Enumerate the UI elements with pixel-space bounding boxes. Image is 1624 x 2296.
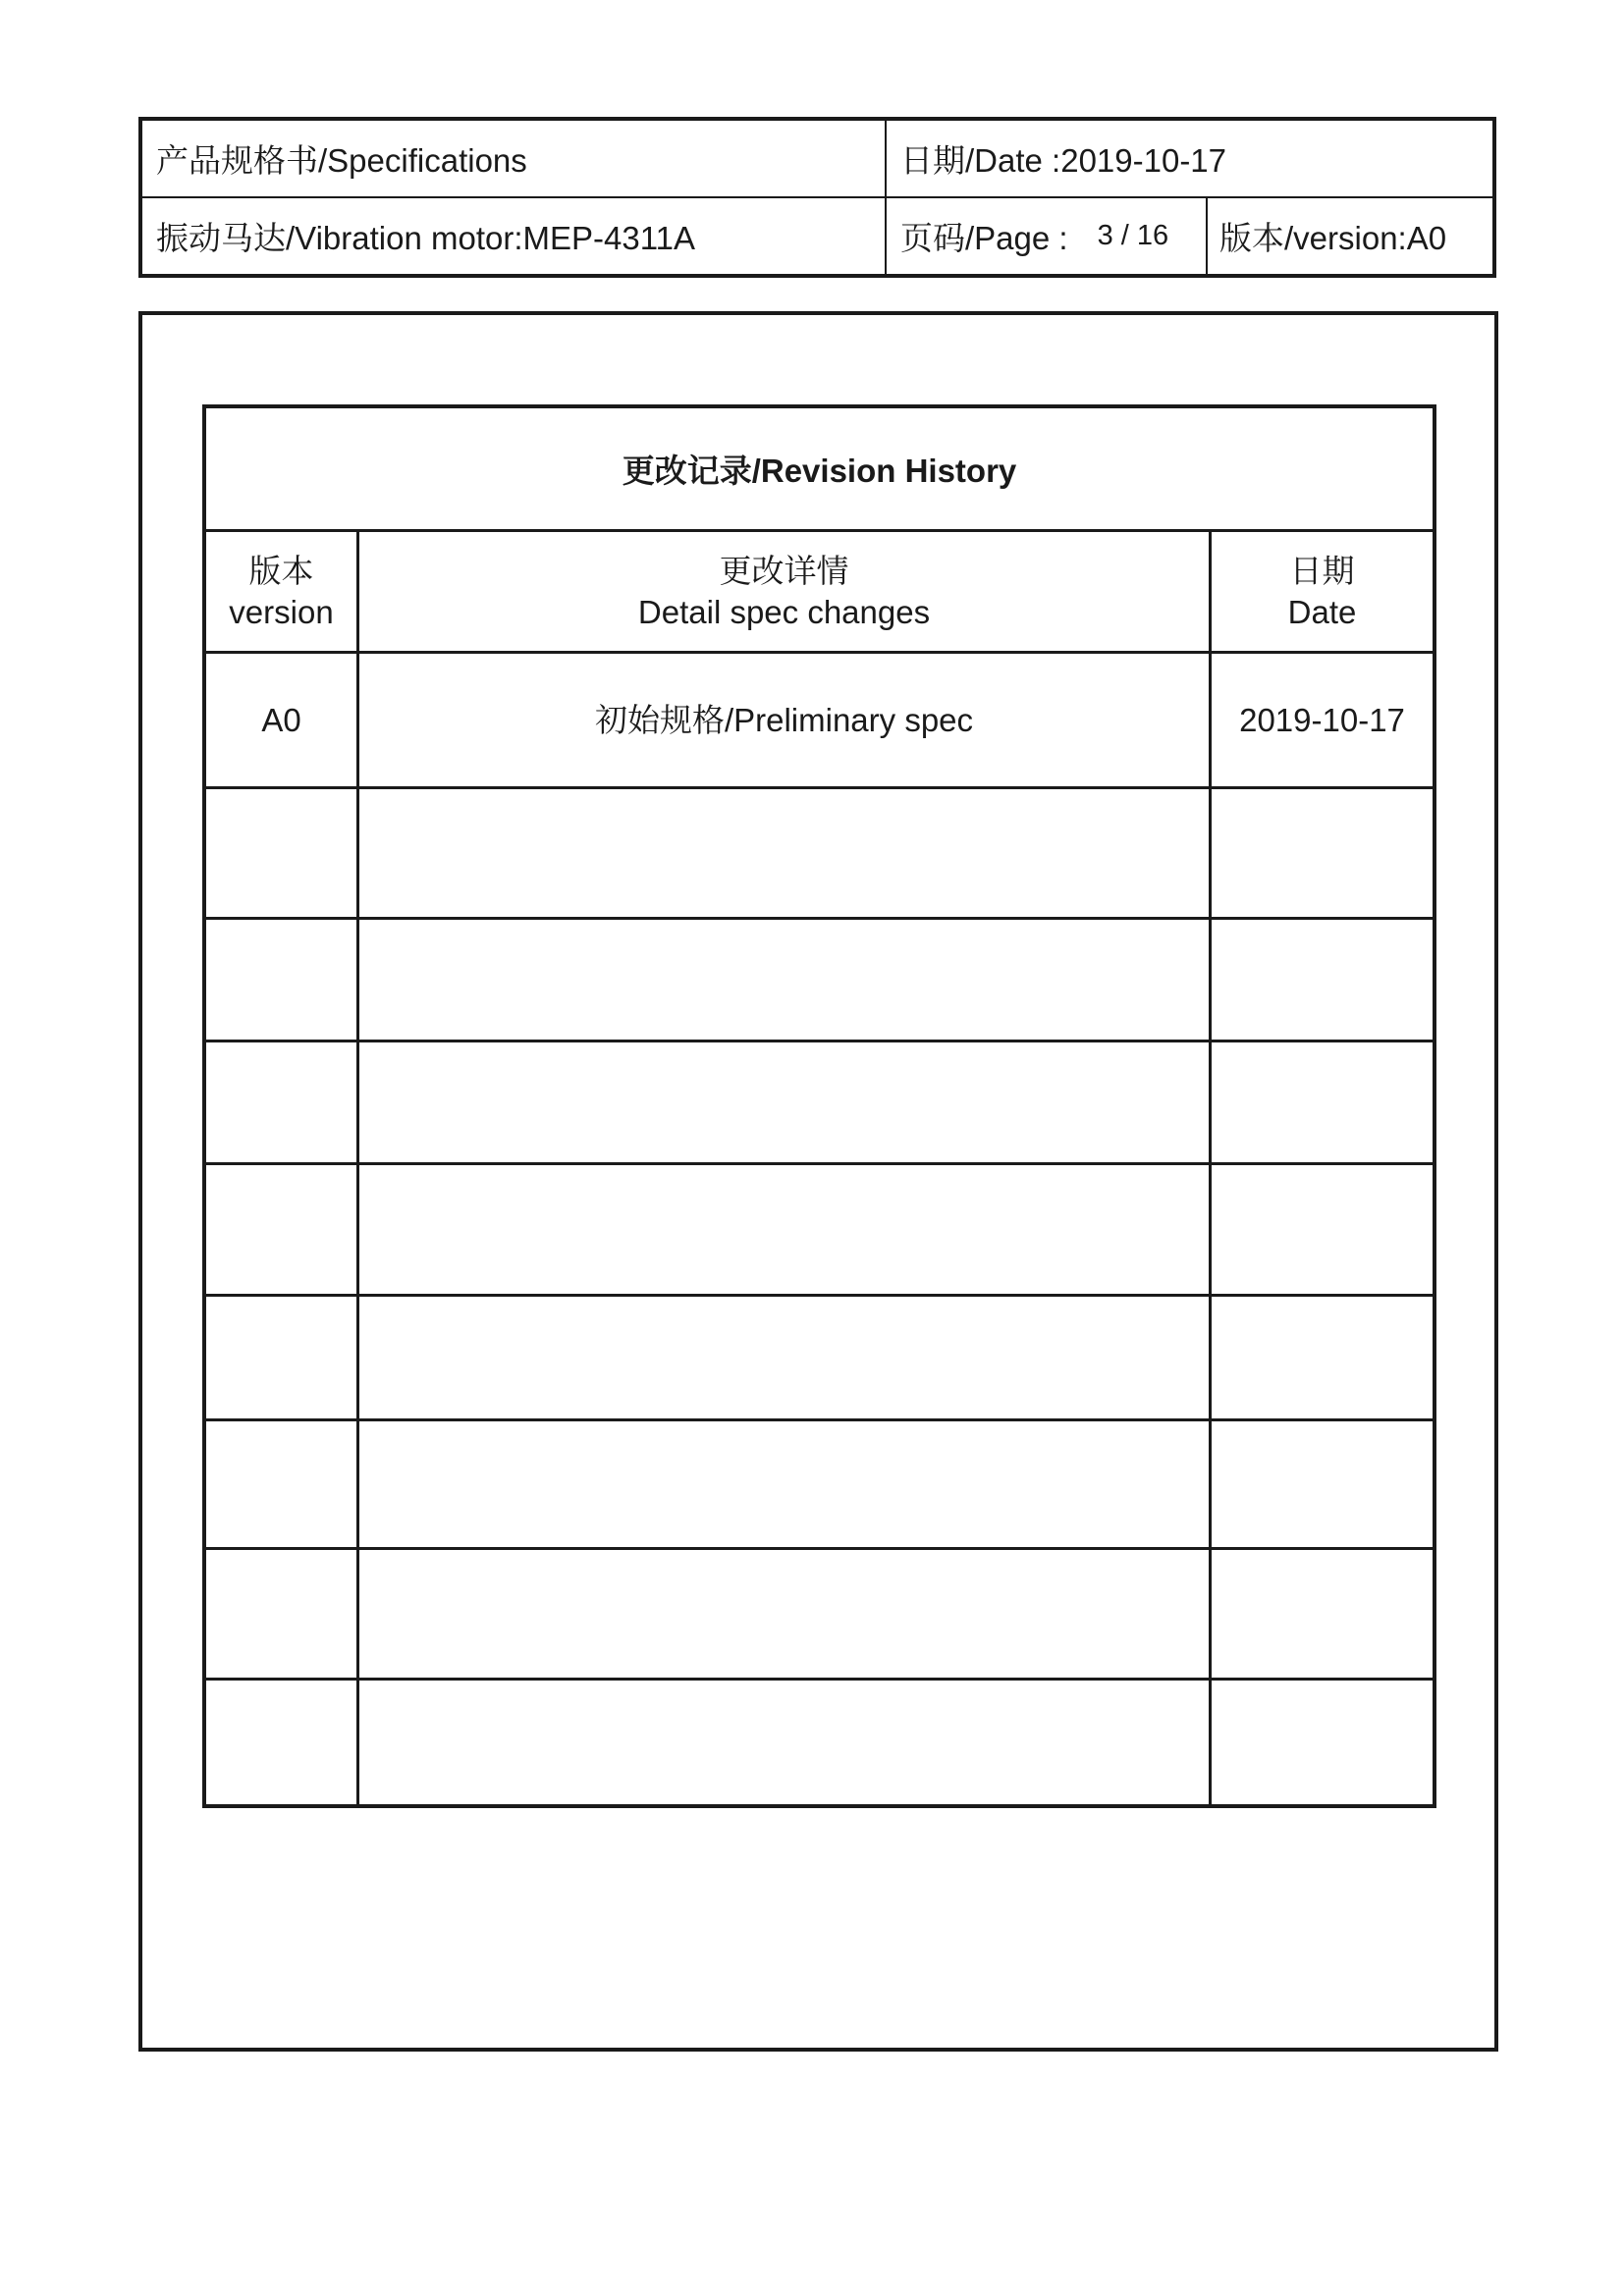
revision-history-table (202, 404, 1436, 1808)
table-rule (206, 786, 1433, 789)
column-header-detail (359, 532, 1209, 651)
page-label: 页码/Page : (900, 220, 1068, 256)
table-rule (206, 1162, 1433, 1165)
table-cell-version: A0 (261, 701, 301, 738)
table-rule (206, 1678, 1433, 1681)
column-header-zh: 版本 (248, 552, 314, 589)
column-header-version (206, 532, 356, 651)
column-header-en: Date (1287, 593, 1357, 630)
column-header-zh: 更改详情 (719, 552, 849, 589)
table-cell-date: 2019-10-17 (1239, 701, 1405, 738)
document-date: 日期/Date :2019-10-17 (900, 142, 1227, 179)
header-column-divider (1206, 196, 1208, 274)
revision-history-title: 更改记录/Revision History (622, 453, 1017, 489)
document-version: 版本/version:A0 (1219, 220, 1447, 256)
table-rule (206, 1040, 1433, 1042)
column-header-en: version (229, 593, 334, 630)
table-rule (206, 917, 1433, 920)
page-number: 3 / 16 (1097, 220, 1169, 251)
page-info (900, 198, 1168, 274)
header-column-divider (885, 121, 887, 274)
table-rule (206, 1418, 1433, 1421)
document-header-table (138, 117, 1496, 278)
column-header-zh: 日期 (1289, 552, 1355, 589)
column-header-date (1212, 532, 1433, 651)
spec-title: 产品规格书/Specifications (156, 142, 527, 179)
table-cell-detail: 初始规格/Preliminary spec (594, 701, 974, 738)
table-rule (206, 1294, 1433, 1297)
column-header-en: Detail spec changes (637, 593, 931, 630)
table-rule (206, 1547, 1433, 1550)
product-name: 振动马达/Vibration motor:MEP-4311A (156, 220, 695, 256)
